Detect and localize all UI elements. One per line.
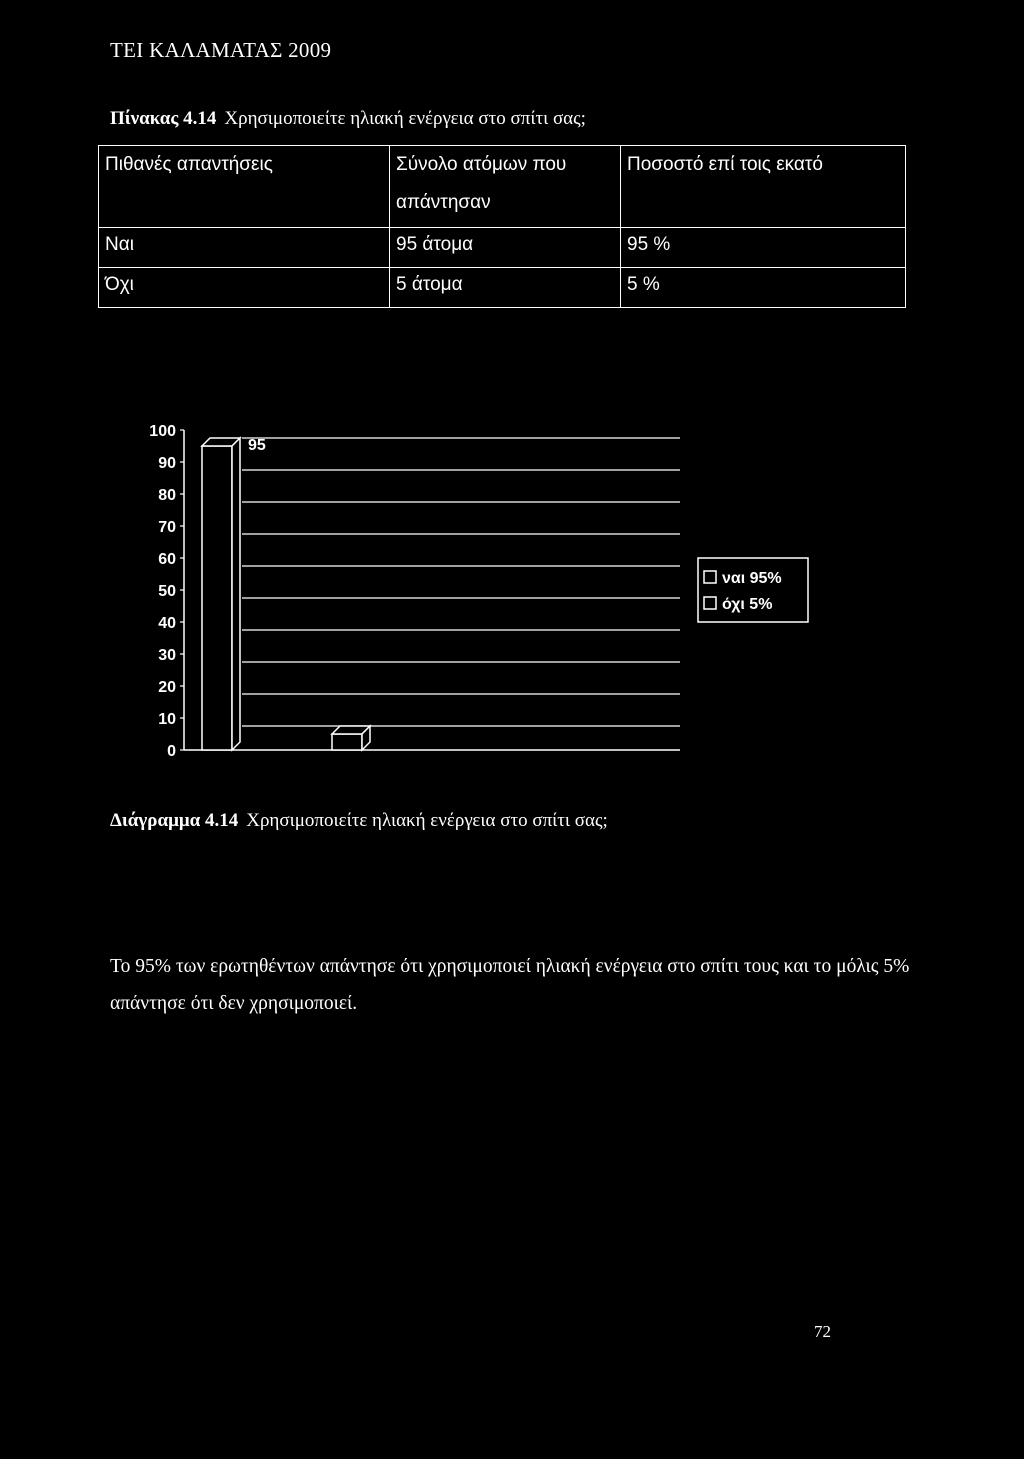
table-cell: 95 % [621,228,906,268]
column-header: Πιθανές απαντήσεις [99,146,390,228]
chart-caption-label: Διάγραμμα 4.14 [110,810,239,831]
column-header: Ποσοστό επί τοις εκατό [621,146,906,228]
y-tick-label: 70 [158,519,176,536]
y-tick-label: 80 [158,487,176,504]
table-row [99,268,906,308]
bar [202,446,232,750]
table-caption-text: Χρησιμοποιείτε ηλιακή ενέργεια στο σπίτι σας; [224,108,586,129]
bar-data-label: 95 [248,437,266,454]
table-cell: 95 άτομα [390,228,621,268]
column-header: Σύνολο ατόμων που απάντησαν [390,146,621,228]
y-tick-label: 40 [158,615,176,632]
table-cell: Όχι [99,268,390,308]
legend-swatch [704,571,716,583]
bar-chart [120,410,840,780]
chart-caption [110,810,608,832]
table-cell: Ναι [99,228,390,268]
y-tick-label: 10 [158,711,176,728]
y-tick-label: 0 [167,743,176,760]
y-tick-label: 90 [158,455,176,472]
y-tick-label: 60 [158,551,176,568]
table-header-row [99,146,906,228]
responses-table [98,145,906,308]
page-number: 72 [814,1322,831,1341]
chart-caption-text: Χρησιμοποιείτε ηλιακή ενέργεια στο σπίτι σας; [246,810,608,831]
summary-paragraph: Το 95% των ερωτηθέντων απάντησε ότι χρησιμοποιεί ηλιακή ενέργεια στο σπίτι τους και το μόλις 5% απάντησε ότι δεν χρησιμοποιεί. [110,956,910,1014]
legend-label: όχι 5% [722,596,773,613]
table-caption-label: Πίνακας 4.14 [110,108,217,129]
y-tick-label: 20 [158,679,176,696]
document-header: ΤΕΙ ΚΑΛΑΜΑΤΑΣ 2009 [110,38,332,62]
legend-swatch [704,597,716,609]
table-cell: 5 % [621,268,906,308]
bar-side [232,438,240,750]
y-tick-label: 30 [158,647,176,664]
legend-label: ναι 95% [722,570,782,587]
bar-chart-svg [120,410,840,780]
y-tick-label: 50 [158,583,176,600]
y-tick-label: 100 [149,423,176,440]
bar [332,734,362,750]
table-caption [110,108,586,130]
table-row [99,228,906,268]
table-cell: 5 άτομα [390,268,621,308]
